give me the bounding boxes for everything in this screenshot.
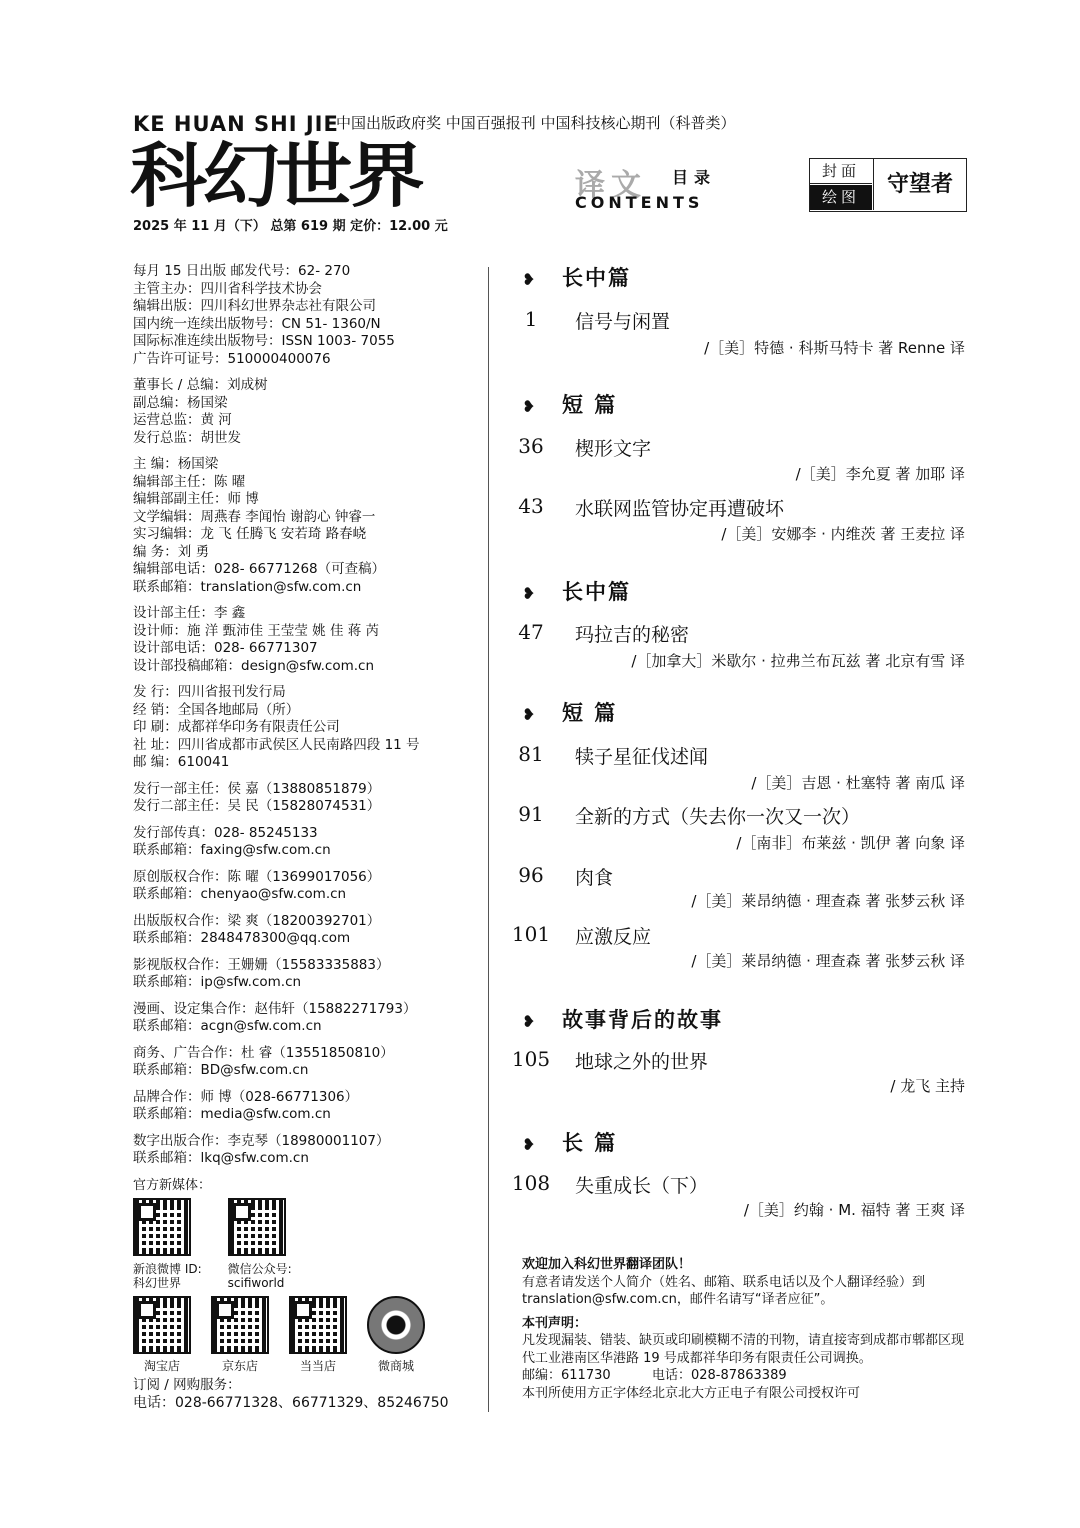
masthead-line: 国际标准连续出版物号：ISSN 1003- 7055 [133,333,395,349]
toc-page: 96 [518,863,544,887]
issue-info: 2025 年 11 月（下） 总第 619 期 定价：12.00 元 [133,219,448,234]
join-title: 欢迎加入科幻世界翻译团队！ [522,1257,692,1272]
masthead-line: 联系邮箱：ip@sfw.com.cn [133,974,302,990]
masthead-line: 社 址：四川省成都市武侯区人民南路四段 11 号 [133,736,420,753]
toc-author: /［美］李允夏 著 加耶 译 [795,465,965,483]
shop-dangdang[interactable] [289,1296,347,1374]
masthead-line: 品牌合作：师 博（028-66771306） [133,1088,359,1105]
declaration-text: 凡发现漏装、错装、缺页或印刷模糊不清的刊物，请直接寄到成都市郫都区现代工业港南区华港路 19 号成都祥华印务有限责任公司调换。 [522,1333,965,1366]
masthead-line: 文学编辑：周燕春 李闻怡 谢韵心 钟睿一 [133,508,376,525]
masthead-line: 影视版权合作：王姗姗（15583335883） [133,956,390,973]
qr-code-icon [228,1198,286,1256]
toc-page: 81 [518,742,544,766]
shop-qr-row [133,1296,478,1374]
masthead-group [133,781,478,816]
masthead-group [133,1001,478,1036]
masthead-line: 联系邮箱：BD@sfw.com.cn [133,1062,309,1078]
masthead-line: 经 销：全国各地邮局（所） [133,701,300,718]
qr-code-icon [289,1296,347,1354]
toc-category: ❥ 长中篇 [510,576,631,606]
masthead-group [133,913,478,948]
masthead-group [133,263,478,368]
masthead-line: 董事长 / 总编：刘成树 [133,377,268,393]
toc-author: /［美］莱昂纳德 · 理查森 著 张梦云秋 译 [691,892,965,910]
postcode-phone: 邮编：611730 电话：028-87863389 [522,1368,787,1383]
masthead-group [133,684,478,772]
join-text: 有意者请发送个人简介（姓名、邮箱、联系电话以及个人翻译经验）到 translation@sfw.com.cn，邮件名请写“译者应征”。 [522,1274,926,1307]
social-qr-row [133,1198,478,1290]
masthead-line: 编辑部副主任：师 博 [133,491,259,507]
masthead-line: 副总编：杨国梁 [133,394,228,411]
shop-wechat-mall[interactable] [367,1296,425,1374]
leaf-bullet-icon: ❥ [522,584,538,603]
toc-title[interactable]: 水联网监管协定再遭破坏 [575,498,785,520]
column-divider [488,267,489,1412]
masthead-line: 数字出版合作：李克琴（18980001107） [133,1132,390,1149]
qr-code-icon [211,1296,269,1354]
awards-line: 中国出版政府奖 中国百强报刊 中国科技核心期刊（科普类） [336,114,736,132]
toc-page: 36 [518,434,544,458]
masthead-line: 印 刷：成都祥华印务有限责任公司 [133,719,340,735]
masthead-line: 编辑部电话：028- 66771268（可查稿） [133,561,386,577]
cover-artist: 守望者 [873,159,966,210]
toc-author: /［美］吉恩 · 杜塞特 著 南瓜 译 [751,774,965,792]
toc-page: 91 [518,802,544,826]
masthead-group [133,957,478,992]
wechat-caption: 微信公众号: [227,1261,292,1276]
toc-title[interactable]: 地球之外的世界 [575,1051,709,1073]
magazine-pinyin-title: KE HUAN SHI JIE [133,112,339,136]
toc-page: 47 [518,620,544,644]
magazine-logo: 科幻世界 [130,135,421,217]
masthead-line: 联系邮箱：translation@sfw.com.cn [133,578,362,595]
masthead-line: 编辑部主任：陈 曜 [133,473,246,490]
qr-code-icon [133,1198,191,1256]
leaf-bullet-icon: ❥ [522,1135,538,1154]
media-title: 官方新媒体： [133,1177,212,1193]
masthead-line: 联系邮箱：media@sfw.com.cn [133,1106,331,1122]
shop-caption: 微商城 [377,1359,414,1373]
masthead-line: 原创版权合作：陈 曜（13699017056） [133,868,381,885]
masthead-group [133,1045,478,1080]
toc-category: ❥ 短 篇 [510,697,617,727]
shop-jd[interactable] [211,1296,269,1374]
masthead-line: 主 编：杨国梁 [133,456,219,472]
toc-page: 1 [524,307,538,331]
toc-title[interactable]: 应激反应 [575,926,652,948]
shop-caption: 当当店 [299,1359,336,1373]
toc-category: ❥ 长中篇 [510,262,631,292]
weibo-qr[interactable] [133,1198,202,1290]
leaf-bullet-icon: ❥ [522,705,538,724]
masthead-line: 联系邮箱：acgn@sfw.com.cn [133,1018,322,1034]
toc-author: /［美］安娜李 · 内维茨 著 王麦拉 译 [721,525,965,543]
masthead-line: 编 务：刘 勇 [133,543,210,560]
cover-label: 封面 [810,159,872,184]
wechat-qr[interactable] [228,1198,292,1290]
masthead-line: 运营总监：黄 河 [133,412,232,428]
masthead-line: 邮 编：610041 [133,754,230,770]
masthead-line: 联系邮箱：faxing@sfw.com.cn [133,842,331,858]
masthead-group [133,869,478,904]
qr-code-icon [133,1296,191,1354]
toc-title[interactable]: 全新的方式（失去你一次又一次） [575,806,861,828]
toc-title[interactable]: 信号与闲置 [575,311,671,333]
masthead-line: 设计师：施 洋 甄沛佳 王莹莹 姚 佳 蒋 芮 [133,622,380,639]
mini-program-code-icon [367,1296,425,1354]
font-license: 本刊所使用方正字体经北京北大方正电子有限公司授权许可 [522,1385,861,1401]
masthead-line: 发行总监：胡世发 [133,429,241,446]
service-phone: 电话：028-66771328、66771329、85246750 [133,1394,449,1411]
masthead-line: 漫画、设定集合作：赵伟轩（15882271793） [133,1000,417,1017]
masthead-line: 商务、广告合作：杜 睿（13551850810） [133,1044,394,1061]
leaf-bullet-icon: ❥ [522,1012,538,1031]
masthead-line: 设计部投稿邮箱：design@sfw.com.cn [133,657,375,674]
masthead-group [133,605,478,675]
masthead-line: 发 行：四川省报刊发行局 [133,684,286,700]
leaf-bullet-icon: ❥ [522,397,538,416]
masthead-line: 发行部传真：028- 85245133 [133,824,318,841]
notice-block [522,1256,972,1402]
masthead-line: 发行二部主任：吴 民（15828074531） [133,798,381,814]
masthead-group [133,1133,478,1168]
toc-author: /［南非］布莱兹 · 凯伊 著 向象 译 [736,834,965,852]
drawing-label: 绘图 [810,185,872,210]
masthead-line: 发行一部主任：侯 嘉（13880851879） [133,780,381,797]
masthead-line: 联系邮箱：lkq@sfw.com.cn [133,1150,309,1166]
toc-title[interactable]: 肉食 [575,867,614,889]
toc-author: /［美］莱昂纳德 · 理查森 著 张梦云秋 译 [691,952,965,970]
toc-title[interactable]: 失重成长（下） [575,1175,709,1197]
masthead-line: 国内统一连续出版物号：CN 51- 1360/N [133,315,381,332]
masthead-line: 设计部主任：李 鑫 [133,605,246,621]
masthead-line: 联系邮箱：chenyao@sfw.com.cn [133,886,347,902]
leaf-bullet-icon: ❥ [522,270,538,289]
toc-author: /［美］约翰 · M. 福特 著 王爽 译 [743,1201,965,1219]
weibo-caption: 新浪微博 ID: [133,1261,202,1276]
wechat-id: scifiworld [227,1275,285,1290]
masthead-line: 出版版权合作：梁 爽（18200392701） [133,912,381,929]
toc-title[interactable]: 楔形文字 [575,438,652,460]
shop-taobao[interactable] [133,1296,191,1374]
toc-author: /［加拿大］米歇尔 · 拉弗兰布瓦兹 著 北京有雪 译 [631,652,965,670]
toc-category: ❥ 短 篇 [510,389,617,419]
masthead-line: 联系邮箱：2848478300@qq.com [133,930,351,946]
section-label: 译文 [575,168,647,203]
masthead-line: 设计部电话：028- 66771307 [133,640,318,656]
masthead-line: 实习编辑：龙 飞 任腾飞 安若琦 路春峣 [133,526,367,542]
mulu-label: 目录 [672,168,717,187]
masthead-group [133,377,478,447]
declaration-title: 本刊声明： [522,1315,588,1331]
masthead-group [133,825,478,860]
toc-page: 108 [511,1171,551,1195]
masthead-line: 编辑出版：四川科幻世界杂志社有限公司 [133,298,376,314]
masthead-column [133,263,478,1412]
toc-author: /［美］特德 · 科斯马特卡 著 Renne 译 [704,339,965,357]
masthead-line: 广告许可证号：510000400076 [133,350,331,367]
contents-label: CONTENTS [575,193,704,212]
toc-title[interactable]: 犊子星征伐述闻 [575,746,709,768]
toc-page: 43 [518,494,544,518]
masthead-line: 主管主办：四川省科学技术协会 [133,280,322,297]
shop-caption: 淘宝店 [143,1359,180,1373]
toc-category: ❥ 故事背后的故事 [510,1004,723,1034]
masthead-group [133,1089,478,1124]
service-title: 订阅 / 网购服务： [133,1377,241,1393]
toc-page: 101 [511,922,551,946]
masthead-group [133,456,478,596]
weibo-id: 科幻世界 [133,1275,182,1290]
toc-author: / 龙飞 主持 [890,1077,965,1095]
masthead-line: 每月 15 日出版 邮发代号：62- 270 [133,263,351,279]
shop-caption: 京东店 [221,1359,258,1373]
toc-title[interactable]: 玛拉吉的秘密 [575,624,690,646]
toc-page: 105 [511,1047,551,1071]
toc-category: ❥ 长 篇 [510,1127,617,1157]
